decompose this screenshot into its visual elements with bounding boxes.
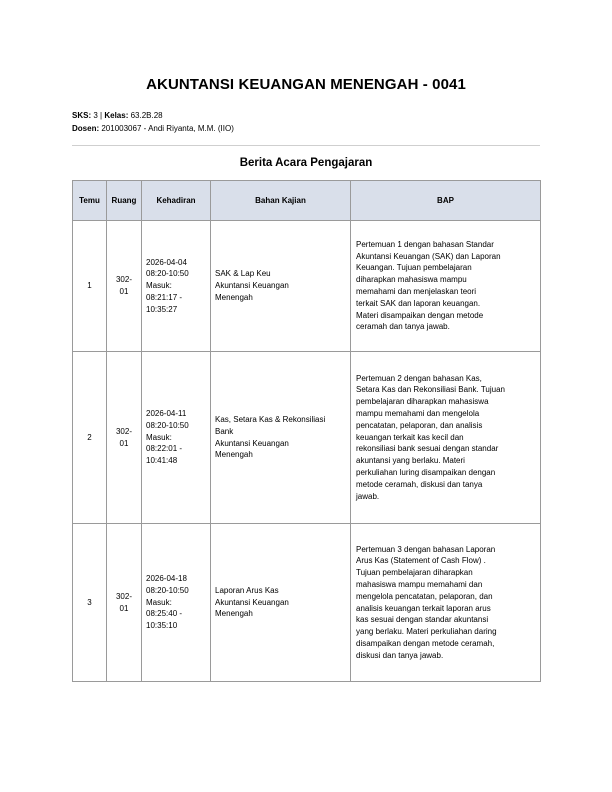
cell-kehadiran-line: 10:35:27: [146, 304, 178, 314]
cell-bap-line: ceramah dan tanya jawab.: [356, 322, 450, 332]
cell-ruang-line: 01: [119, 438, 129, 448]
cell-bap-line: memahami dan menjelaskan teori: [356, 287, 477, 296]
cell-kehadiran-line: 08:20-10:50: [146, 585, 189, 595]
cell-kehadiran-line: Masuk:: [146, 597, 172, 607]
header-kehadiran: Kehadiran: [142, 181, 211, 221]
cell-kehadiran-line: 08:22:01 -: [146, 444, 183, 454]
cell-kehadiran-line: Masuk:: [146, 432, 172, 442]
cell-temu: 2: [73, 352, 107, 524]
cell-bap-line: terkait SAK dan laporan keuangan.: [356, 298, 481, 308]
cell-kehadiran-line: 2026-04-11: [146, 409, 187, 418]
cell-bap-line: disampaikan dengan metode ceramah,: [356, 638, 495, 648]
cell-kehadiran-line: 2026-04-04: [146, 257, 187, 267]
cell-bap-line: Pertemuan 1 dengan bahasan Standar: [356, 239, 494, 249]
page-title: AKUNTANSI KEUANGAN MENENGAH - 0041: [146, 76, 466, 93]
cell-bap-line: metode ceramah, diskusi dan tanya: [356, 479, 483, 489]
cell-bahan-kajian: [211, 221, 351, 352]
kelas-label: Kelas:: [104, 111, 129, 120]
cell-temu: 3: [73, 524, 107, 682]
cell-bahan-kajian-line: Kas, Setara Kas & Rekonsiliasi: [215, 414, 326, 424]
cell-bap-line: akuntansi yang berlaku. Materi: [356, 456, 465, 466]
cell-bahan-kajian-line: Bank: [215, 426, 234, 436]
sks-label: SKS:: [72, 111, 92, 120]
table-row: [73, 524, 541, 682]
cell-ruang-line: 302-: [115, 426, 132, 436]
cell-bap-line: Materi disampaikan dengan metode: [356, 310, 484, 320]
cell-bahan-kajian-line: SAK & Lap Keu: [215, 269, 271, 279]
cell-kehadiran-line: 08:20-10:50: [146, 420, 189, 430]
header-ruang: Ruang: [107, 181, 142, 221]
kelas-value: 63.2B.28: [130, 111, 163, 120]
cell-bap-line: mengelola pencatatan, pelaporan, dan: [356, 591, 493, 601]
cell-bap-line: analisis keuangan terkait laporan arus: [356, 603, 491, 613]
bap-table: [72, 180, 541, 682]
cell-bap-line: Keuangan. Tujuan pembelajaran: [356, 263, 472, 273]
course-info: [72, 111, 163, 121]
cell-ruang-line: 302-: [115, 591, 132, 601]
cell-kehadiran-line: 08:21:17 -: [146, 292, 183, 302]
cell-bap-line: jawab.: [356, 491, 380, 501]
cell-bap: [351, 524, 541, 682]
cell-bahan-kajian-line: Menengah: [215, 450, 253, 460]
cell-bap-line: Arus Kas (Statement of Cash Flow) .: [356, 556, 486, 566]
cell-bap-line: pencatatan, pelaporan, dan analisis: [356, 420, 483, 430]
cell-kehadiran-line: 08:25:40 -: [146, 609, 183, 619]
cell-bap-line: kas sesuai dengan standar akuntansi: [356, 615, 489, 625]
lecturer-info: [72, 124, 234, 134]
cell-bap-line: rekonsiliasi bank sesuai dengan standar: [356, 444, 499, 454]
cell-bahan-kajian-line: Menengah: [215, 609, 253, 619]
cell-bap-line: yang berlaku. Materi perkuliahan daring: [356, 627, 497, 637]
cell-ruang: [107, 524, 142, 682]
divider: [72, 145, 540, 146]
cell-ruang-line: 01: [119, 603, 129, 613]
cell-temu: 1: [73, 221, 107, 352]
cell-bap-line: Pertemuan 2 dengan bahasan Kas,: [356, 373, 482, 383]
cell-bahan-kajian-line: Laporan Arus Kas: [215, 585, 279, 595]
cell-bahan-kajian-line: Akuntansi Keuangan: [215, 281, 289, 291]
cell-kehadiran-line: 2026-04-18: [146, 574, 187, 583]
header-temu: Temu: [73, 181, 107, 221]
table-row: [73, 352, 541, 524]
cell-ruang-line: 01: [119, 287, 129, 296]
cell-bahan-kajian: [211, 524, 351, 682]
cell-bap-line: diharapkan mahasiswa mampu: [356, 275, 467, 285]
cell-kehadiran: [142, 352, 211, 524]
cell-ruang: [107, 352, 142, 524]
cell-bahan-kajian-line: Menengah: [215, 292, 253, 302]
cell-bahan-kajian: [211, 352, 351, 524]
cell-kehadiran-line: 10:41:48: [146, 456, 178, 466]
section-title: Berita Acara Pengajaran: [239, 157, 373, 169]
cell-bap-line: pembelajaran diharapkan mahasiswa: [356, 397, 489, 407]
cell-bap-line: Tujuan pembelajaran diharapkan: [356, 568, 473, 578]
table-row: [73, 221, 541, 352]
cell-bap-line: perkuliahan luring disampaikan dengan: [356, 467, 496, 477]
cell-bap-line: mampu memahami dan mengelola: [356, 409, 480, 418]
cell-bahan-kajian-line: Akuntansi Keuangan: [215, 438, 289, 448]
dosen-label: Dosen:: [72, 124, 100, 133]
cell-kehadiran-line: Masuk:: [146, 281, 172, 291]
dosen-value: 201003067 - Andi Riyanta, M.M. (IIO): [101, 124, 234, 133]
table-header-row: [73, 181, 541, 221]
cell-bap-line: mahasiswa mampu memahami dan: [356, 579, 483, 589]
cell-bap-line: diskusi dan tanya jawab.: [356, 650, 444, 660]
cell-bap-line: keuangan terkait kas kecil dan: [356, 432, 464, 442]
cell-ruang: [107, 221, 142, 352]
header-bap: BAP: [351, 181, 541, 221]
cell-ruang-line: 302-: [115, 275, 132, 285]
cell-kehadiran: [142, 524, 211, 682]
cell-kehadiran: [142, 221, 211, 352]
cell-bahan-kajian-line: Akuntansi Keuangan: [215, 597, 289, 607]
cell-kehadiran-line: 08:20-10:50: [146, 269, 189, 279]
sks-value: 3 |: [93, 111, 105, 120]
cell-kehadiran-line: 10:35:10: [146, 621, 178, 631]
cell-bap-line: Setara Kas dan Rekonsiliasi Bank. Tujuan: [356, 385, 505, 395]
cell-bap-line: Pertemuan 3 dengan bahasan Laporan: [356, 544, 496, 554]
header-bahan-kajian: Bahan Kajian: [211, 181, 351, 221]
cell-bap: [351, 221, 541, 352]
cell-bap-line: Akuntansi Keuangan (SAK) dan Laporan: [356, 251, 501, 261]
cell-bap: [351, 352, 541, 524]
